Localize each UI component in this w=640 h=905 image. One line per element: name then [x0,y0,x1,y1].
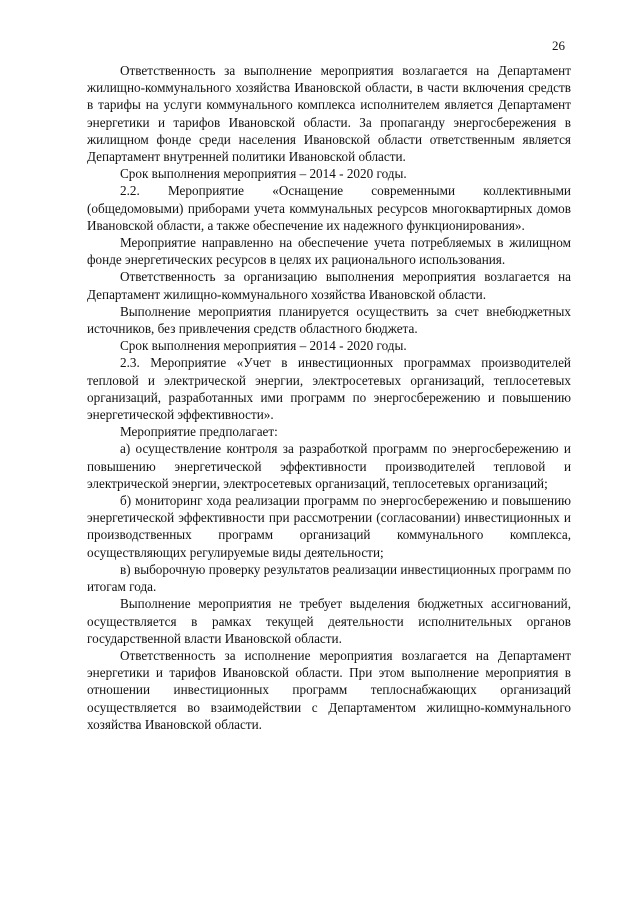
paragraph-responsibility-2: Ответственность за организацию выполнения мероприятия возлагается на Департамент жилищно-коммунального хозяйства Ивановской области. [87,269,571,302]
paragraph-responsibility-3: Ответственность за исполнение мероприятия возлагается на Департамент энергетики и тарифов Ивановской области. При этом выполнение мероприятия в отношении инвестиционных программ теплоснабжающих организаций осуществляется во взаимодействии с Департаментом жилищно-коммунального хозяйства Ивановской области. [87,647,571,732]
paragraph-deadline-2: Срок выполнения мероприятия – 2014 - 2020 годы. [120,338,407,354]
page-number: 26 [552,38,565,53]
paragraph-responsibility-1: Ответственность за выполнение мероприятия возлагается на Департамент жилищно-коммунального хозяйства Ивановской области, в части включения средств в тарифы на услуги коммунального комплекса исполнителем является Департамент энергетики и тарифов Ивановской области. За пропаганду энергосбережения в жилищном фонде среди населения Ивановской области ответственным является Департамент внутренней политики Ивановской области. [87,63,571,165]
paragraph-funding: Выполнение мероприятия планируется осуществить за счет внебюджетных источников, без привлечения средств областного бюджета. [87,303,571,337]
list-item-a: а) осуществление контроля за разработкой программ по энергосбережению и повышению энергетической эффективности производителей тепловой и электрической энергии, электросетевых организаций, теплосетевых организаций; [87,441,571,491]
paragraph-measure-includes: Мероприятие предполагает: [120,424,278,440]
paragraph-measure-2-2: 2.2. Мероприятие «Оснащение современными коллективными (общедомовыми) приборами учета коммунальных ресурсов многоквартирных домов Ивановской области, а также обеспечение их надежного функционирования». [87,183,571,233]
paragraph-measure-purpose: Мероприятие направленно на обеспечение учета потребляемых в жилищном фонде энергетических ресурсов в целях их рационального использования. [87,235,571,268]
paragraph-deadline-1: Срок выполнения мероприятия – 2014 - 2020 годы. [120,166,407,182]
document-body [87,62,571,733]
list-item-b: б) мониторинг хода реализации программ по энергосбережению и повышению энергетической эффективности при рассмотрении (согласовании) инвестиционных и производственных программ организаций коммунального комплекса, осуществляющих регулируемые виды деятельности; [87,493,571,560]
list-item-v: в) выборочную проверку результатов реализации инвестиционных программ по итогам года. [87,561,571,595]
paragraph-measure-2-3: 2.3. Мероприятие «Учет в инвестиционных программах производителей тепловой и электрической энергии, электросетевых организаций, теплосетевых организаций, разработанных ими программ по энергосбережению и повышению энергетической эффективности». [87,355,571,423]
paragraph-no-budget: Выполнение мероприятия не требует выделения бюджетных ассигнований, осуществляется в рамках текущей деятельности исполнительных органов государственной власти Ивановской области. [87,596,571,646]
